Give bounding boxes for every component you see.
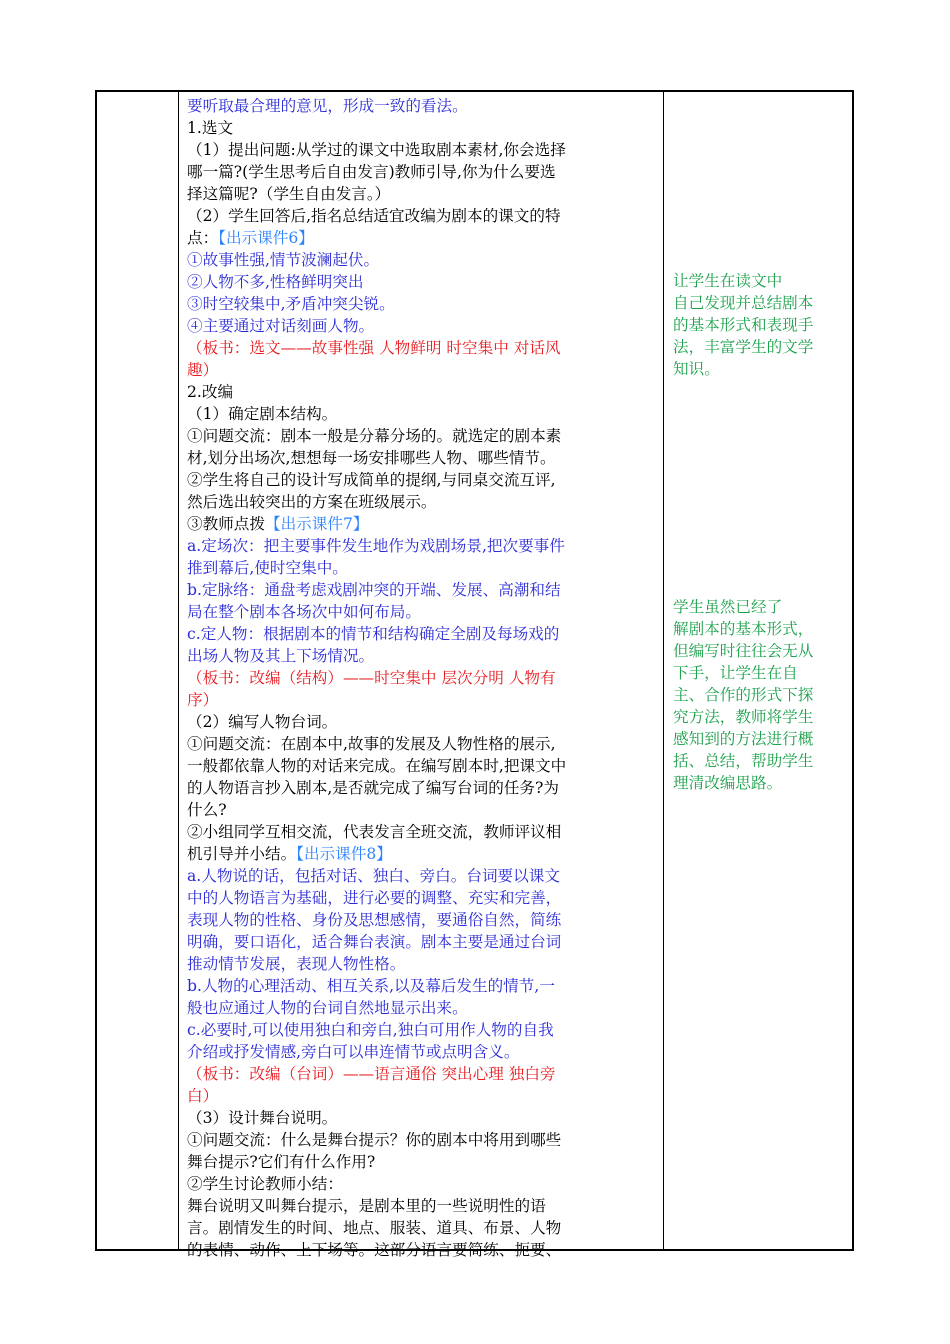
text-line: [187, 1019, 554, 1041]
text-segment: ②学生将自己的设计写成简单的提纲,与同桌交流互评,: [187, 471, 556, 489]
text-segment: 中的人物语言为基础，进行必要的调整、充实和完善，: [187, 889, 562, 907]
text-line: [187, 139, 566, 161]
note-line: 学生虽然已经了: [673, 598, 783, 616]
lesson-plan-table: [95, 90, 854, 1259]
note-line: 的基本形式和表现手: [673, 316, 814, 334]
text-segment: 2.改编: [187, 383, 234, 401]
text-line: [187, 491, 437, 513]
note-line: 括、总结，帮助学生: [673, 752, 814, 770]
text-line: [187, 755, 566, 777]
text-segment: 推到幕后,使时空集中。: [187, 559, 348, 577]
text-segment: 明确，要口语化，适合舞台表演。剧本主要是通过台词: [187, 933, 562, 951]
text-segment: ①问题交流：什么是舞台提示？你的剧本中将用到哪些: [187, 1131, 562, 1149]
note-line: 究方法，教师将学生: [673, 708, 814, 726]
text-segment: ②学生讨论教师小结：: [187, 1175, 343, 1193]
board-note-text: （板书：改编（台词）——语言通俗 突出心理 独白旁: [187, 1065, 556, 1083]
text-line: [187, 645, 374, 667]
text-line: [187, 821, 561, 843]
text-line: [187, 271, 364, 293]
note-line: 感知到的方法进行概: [673, 730, 814, 748]
text-segment: ①故事性强,情节波澜起伏。: [187, 251, 380, 269]
text-segment: ①问题交流：剧本一般是分幕分场的。就选定的剧本素: [187, 427, 562, 445]
text-segment: 言。剧情发生的时间、地点、服装、道具、布景、人物: [187, 1219, 562, 1237]
text-line: [187, 1195, 546, 1217]
note-line: 解剧本的基本形式，: [673, 620, 814, 638]
text-line: [187, 337, 561, 359]
note-line: 自己发现并总结剧本: [673, 294, 814, 312]
courseware-tag: 【出示课件7】: [264, 515, 369, 533]
text-segment: 要听取最合理的意见，形成一致的看法。: [187, 97, 468, 115]
text-line: [187, 469, 556, 491]
text-line: [187, 359, 218, 381]
text-line: [187, 953, 405, 975]
text-line: [187, 557, 348, 579]
text-segment: a.人物说的话，包括对话、独白、旁白。台词要以课文: [187, 867, 560, 885]
text-line: [187, 865, 560, 887]
text-segment: a.定场次：把主要事件发生地作为戏剧场景,把次要事件: [187, 537, 565, 555]
text-line: [187, 403, 337, 425]
board-note-text: 白）: [187, 1087, 219, 1105]
text-line: [187, 513, 368, 535]
text-segment: （3）设计舞台说明。: [187, 1109, 338, 1127]
text-segment: 然后选出较突出的方案在班级展示。: [187, 493, 437, 511]
text-line: [187, 425, 561, 447]
text-segment: 般也应通过人物的台词自然地显示出来。: [187, 999, 468, 1017]
note-line: 理清改编思路。: [673, 774, 783, 792]
board-note-text: （板书：选文——故事性强 人物鲜明 时空集中 对话风: [187, 339, 561, 357]
text-line: [187, 227, 314, 249]
text-line: [187, 1239, 561, 1261]
text-segment: 哪一篇?(学生思考后自由发言)教师引导,你为什么要选: [187, 163, 556, 181]
text-segment: 介绍或抒发情感,旁白可以串连情节或点明含义。: [187, 1043, 520, 1061]
text-segment: 1.选文: [187, 119, 234, 137]
text-segment: 推动情节发展，表现人物性格。: [187, 955, 406, 973]
text-line: [187, 975, 555, 997]
note-line: 法，丰富学生的文学: [673, 338, 814, 356]
text-segment: 出场人物及其上下场情况。: [187, 647, 375, 665]
column-divider-right: [663, 92, 664, 1249]
teaching-process-cell: [181, 92, 662, 1259]
note-line: 但编写时往往会无从: [673, 642, 814, 660]
text-line: [187, 601, 421, 623]
text-line: [187, 1107, 337, 1129]
text-segment: 的表情、动作、上下场等。这部分语言要简练、扼要、: [187, 1241, 562, 1259]
text-line: [187, 1063, 556, 1085]
text-segment: ①问题交流：在剧本中,故事的发展及人物性格的展示,: [187, 735, 556, 753]
text-line: [187, 1085, 218, 1107]
text-segment: （1）确定剧本结构。: [187, 405, 338, 423]
text-segment: 机引导并小结。: [187, 845, 297, 863]
column-divider-left: [178, 92, 179, 1249]
text-segment: ②小组同学互相交流，代表发言全班交流，教师评议相: [187, 823, 562, 841]
text-segment: 表现人物的性格、身份及思想感情，要通俗自然，简练: [187, 911, 562, 929]
text-line: [187, 733, 556, 755]
text-segment: c.定人物：根据剧本的情节和结构确定全剧及每场戏的: [187, 625, 560, 643]
text-segment: 一般都依靠人物的对话来完成。在编写剧本时,把课文中: [187, 757, 567, 775]
text-line: [187, 689, 218, 711]
text-line: [187, 887, 561, 909]
text-line: [187, 1129, 561, 1151]
text-line: [187, 777, 559, 799]
note-line: 让学生在读文中: [673, 272, 783, 290]
text-line: [187, 931, 561, 953]
text-line: [187, 161, 556, 183]
text-segment: 局在整个剧本各场次中如何布局。: [187, 603, 421, 621]
text-segment: ③教师点拨: [187, 515, 265, 533]
text-line: [187, 1173, 343, 1195]
text-segment: （2）学生回答后,指名总结适宜改编为剧本的课文的特: [187, 207, 561, 225]
text-line: [187, 183, 390, 205]
text-line: [187, 535, 565, 557]
text-line: [187, 95, 468, 117]
board-note-text: 序）: [187, 691, 219, 709]
text-segment: 材,划分出场次,想想每一场安排哪些人物、哪些情节。: [187, 449, 556, 467]
text-line: [187, 843, 392, 865]
text-line: [187, 909, 561, 931]
text-line: [187, 1217, 561, 1239]
text-line: [187, 623, 559, 645]
text-segment: （1）提出问题:从学过的课文中选取剧本素材,你会选择: [187, 141, 566, 159]
text-segment: b.定脉络：通盘考虑戏剧冲突的开端、发展、高潮和结: [187, 581, 561, 599]
board-note-text: （板书：改编（结构）——时空集中 层次分明 人物有: [187, 669, 556, 687]
note-line: 主、合作的形式下探: [673, 686, 814, 704]
text-line: [187, 315, 374, 337]
text-segment: ④主要通过对话刻画人物。: [187, 317, 375, 335]
board-note-text: 趣）: [187, 361, 219, 379]
text-segment: b.人物的心理活动、相互关系,以及幕后发生的情节,一: [187, 977, 555, 995]
text-line: [187, 381, 233, 403]
text-segment: ③时空较集中,矛盾冲突尖锐。: [187, 295, 395, 313]
text-line: [187, 667, 556, 689]
note-line: 知识。: [673, 360, 720, 378]
text-line: [187, 579, 561, 601]
note-line: 下手，让学生在自: [673, 664, 798, 682]
text-line: [187, 249, 379, 271]
courseware-tag: 【出示课件6】: [218, 229, 314, 247]
text-segment: c.必要时,可以使用独白和旁白,独白可用作人物的自我: [187, 1021, 554, 1039]
text-line: [187, 997, 468, 1019]
text-line: [187, 799, 227, 821]
text-segment: 什么?: [187, 801, 227, 819]
text-line: [187, 1151, 375, 1173]
text-segment: （2）编写人物台词。: [187, 713, 338, 731]
text-segment: ②人物不多,性格鲜明突出: [187, 273, 364, 291]
text-segment: 舞台说明又叫舞台提示，是剧本里的一些说明性的语: [187, 1197, 546, 1215]
text-segment: 择这篇呢?（学生自由发言。）: [187, 185, 391, 203]
text-line: [187, 293, 395, 315]
text-line: [187, 711, 337, 733]
text-segment: 舞台提示?它们有什么作用?: [187, 1153, 376, 1171]
text-line: [187, 447, 556, 469]
text-segment: 的人物语言抄入剧本,是否就完成了编写台词的任务?为: [187, 779, 559, 797]
courseware-tag: 【出示课件8】: [296, 845, 392, 863]
text-line: [187, 117, 233, 139]
text-line: [187, 205, 561, 227]
text-segment: 点：: [187, 229, 219, 247]
text-line: [187, 1041, 519, 1063]
